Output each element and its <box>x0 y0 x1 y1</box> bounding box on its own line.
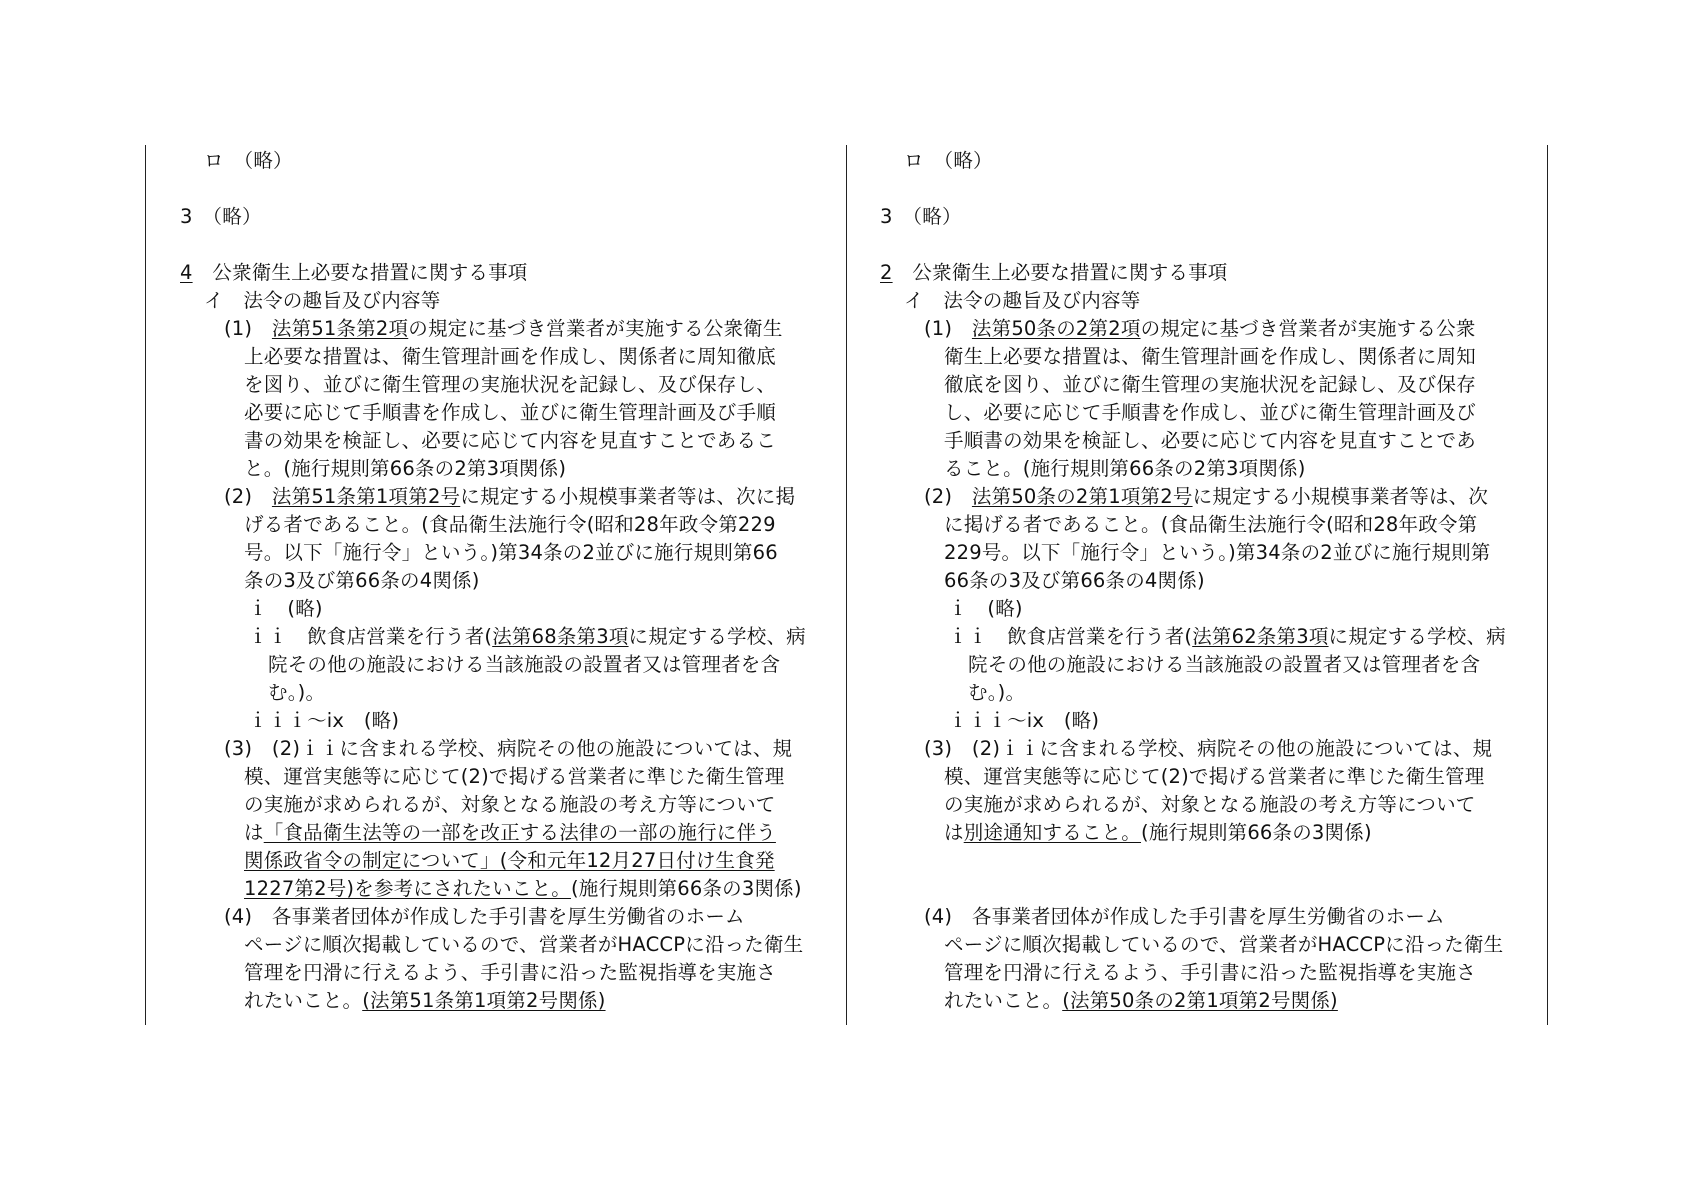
text-line: む。)。 <box>268 681 326 704</box>
text-line <box>924 315 1475 343</box>
law-reference: 法第68条第3項 <box>492 625 629 648</box>
text-run: に規定する学校、病 <box>1328 625 1506 648</box>
text-run: は <box>944 821 964 844</box>
text-line: を図り、並びに衛生管理の実施状況を記録し、及び保存し、 <box>244 373 776 396</box>
text-line: 院その他の施設における当該施設の設置者又は管理者を含 <box>968 653 1481 676</box>
text-run: の規定に基づき営業者が実施する公衆衛生 <box>408 317 783 340</box>
right-column <box>846 145 1548 1025</box>
item-iii-ix: ｉｉｉ～ix (略) <box>948 709 1100 732</box>
law-reference: 法第51条第1項第2号 <box>271 485 461 508</box>
text-run: は <box>244 821 264 844</box>
text-line: 徹底を図り、並びに衛生管理の実施状況を記録し、及び保存 <box>944 373 1476 396</box>
text-line: の実施が求められるが、対象となる施設の考え方等について <box>944 793 1476 816</box>
law-reference: 法第51条第2項 <box>271 317 409 340</box>
ro-omitted: ロ （略） <box>204 149 293 172</box>
law-reference: 法第50条の2第2項 <box>971 317 1141 340</box>
text-run: 公衆衛生上必要な措置に関する事項 <box>892 261 1228 284</box>
text-line: 手順書の効果を検証し、必要に応じて内容を見直すことであ <box>944 429 1476 452</box>
text-line: 管理を円滑に行えるよう、手引書に沿った監視指導を実施さ <box>944 961 1476 984</box>
item-i: ｉ (略) <box>948 597 1023 620</box>
text-run: ｉｉ 飲食店営業を行う者( <box>248 625 493 648</box>
text-line: し、必要に応じて手順書を作成し、並びに衛生管理計画及び <box>944 401 1476 424</box>
text-line <box>244 875 802 903</box>
section-number: 2 <box>880 261 893 284</box>
left-column <box>145 145 847 1025</box>
text-line: と。(施行規則第66条の2第3項関係) <box>244 457 567 480</box>
ro-omitted: ロ （略） <box>904 149 993 172</box>
subsection-title: イ 法令の趣旨及び内容等 <box>904 289 1141 312</box>
text-run: に規定する小規模事業者等は、次 <box>1192 485 1489 508</box>
text-line: 号。以下「施行令」という。)第34条の2並びに施行規則第66 <box>244 541 778 564</box>
item-i: ｉ (略) <box>248 597 323 620</box>
text-line: 66条の3及び第66条の4関係) <box>944 569 1205 592</box>
law-reference: (法第50条の2第1項第2号関係) <box>1062 989 1338 1012</box>
notice-reference: 「食品衛生法等の一部を改正する法律の一部の施行に伴う <box>263 821 776 844</box>
item-3-omitted: 3 （略） <box>180 205 262 228</box>
item-ii <box>248 623 806 651</box>
text-run: 1227第2号)を参考にされたいこと。 <box>244 877 571 900</box>
text-line: 229号。以下「施行令」という。)第34条の2並びに施行規則第 <box>944 541 1491 564</box>
text-run: (施行規則第66条の3関係) <box>1141 821 1372 844</box>
text-line <box>244 847 775 875</box>
text-run: (2) <box>224 485 272 508</box>
text-line: 上必要な措置は、衛生管理計画を作成し、関係者に周知徹底 <box>244 345 776 368</box>
section-heading <box>180 259 528 287</box>
text-line: む。)。 <box>968 681 1026 704</box>
text-run: 公衆衛生上必要な措置に関する事項 <box>192 261 528 284</box>
text-run: (1) <box>224 317 272 340</box>
law-reference: (法第51条第1項第2号関係) <box>362 989 606 1012</box>
section-heading <box>880 259 1228 287</box>
subsection-title: イ 法令の趣旨及び内容等 <box>204 289 441 312</box>
text-line: (4) 各事業者団体が作成した手引書を厚生労働省のホーム <box>224 905 745 928</box>
text-line <box>944 987 1338 1015</box>
text-line: 必要に応じて手順書を作成し、並びに衛生管理計画及び手順 <box>244 401 776 424</box>
text-line: (3) (2)ｉｉに含まれる学校、病院その他の施設については、規 <box>924 737 1493 760</box>
text-line: 模、運営実態等に応じて(2)で掲げる営業者に準じた衛生管理 <box>944 765 1485 788</box>
law-reference: 法第62条第3項 <box>1192 625 1329 648</box>
item-iii-ix: ｉｉｉ～ix (略) <box>248 709 400 732</box>
text-run: (2) <box>924 485 972 508</box>
text-line <box>224 315 783 343</box>
item-ii <box>948 623 1506 651</box>
text-line: げる者であること。(食品衛生法施行令(昭和28年政令第229 <box>244 513 776 536</box>
text-line: ページに順次掲載しているので、営業者がHACCPに沿った衛生 <box>944 933 1504 956</box>
text-line: 衛生上必要な措置は、衛生管理計画を作成し、関係者に周知 <box>944 345 1476 368</box>
item-3-omitted: 3 （略） <box>880 205 962 228</box>
text-line: 院その他の施設における当該施設の設置者又は管理者を含 <box>268 653 781 676</box>
text-line: 管理を円滑に行えるよう、手引書に沿った監視指導を実施さ <box>244 961 776 984</box>
text-line <box>924 483 1488 511</box>
text-run: れたいこと。 <box>244 989 363 1012</box>
text-line: 条の3及び第66条の4関係) <box>244 569 480 592</box>
text-line: に掲げる者であること。(食品衛生法施行令(昭和28年政令第 <box>944 513 1478 536</box>
text-run: れたいこと。 <box>944 989 1063 1012</box>
text-line: 書の効果を検証し、必要に応じて内容を見直すことであるこ <box>244 429 776 452</box>
text-line: (4) 各事業者団体が作成した手引書を厚生労働省のホーム <box>924 905 1445 928</box>
text-line <box>244 819 776 847</box>
text-run: に規定する学校、病 <box>628 625 806 648</box>
text-line: ページに順次掲載しているので、営業者がHACCPに沿った衛生 <box>244 933 804 956</box>
text-run: (施行規則第66条の3関係) <box>570 877 802 900</box>
text-run: 関係政省令の制定について」(令和元年12月27日付け生食発 <box>244 849 775 872</box>
text-run: ｉｉ 飲食店営業を行う者( <box>948 625 1193 648</box>
text-line: ること。(施行規則第66条の2第3項関係) <box>944 457 1306 480</box>
text-run: (1) <box>924 317 972 340</box>
notice-reference: 別途通知すること。 <box>963 821 1142 844</box>
text-line <box>944 819 1372 847</box>
text-run: の規定に基づき営業者が実施する公衆 <box>1140 317 1476 340</box>
text-line <box>224 483 795 511</box>
law-reference: 法第50条の2第1項第2号 <box>971 485 1193 508</box>
text-line <box>244 987 606 1015</box>
text-line: の実施が求められるが、対象となる施設の考え方等について <box>244 793 776 816</box>
text-line: 模、運営実態等に応じて(2)で掲げる営業者に準じた衛生管理 <box>244 765 785 788</box>
text-line: (3) (2)ｉｉに含まれる学校、病院その他の施設については、規 <box>224 737 793 760</box>
text-run: に規定する小規模事業者等は、次に掲 <box>460 485 796 508</box>
section-number: 4 <box>180 261 193 284</box>
